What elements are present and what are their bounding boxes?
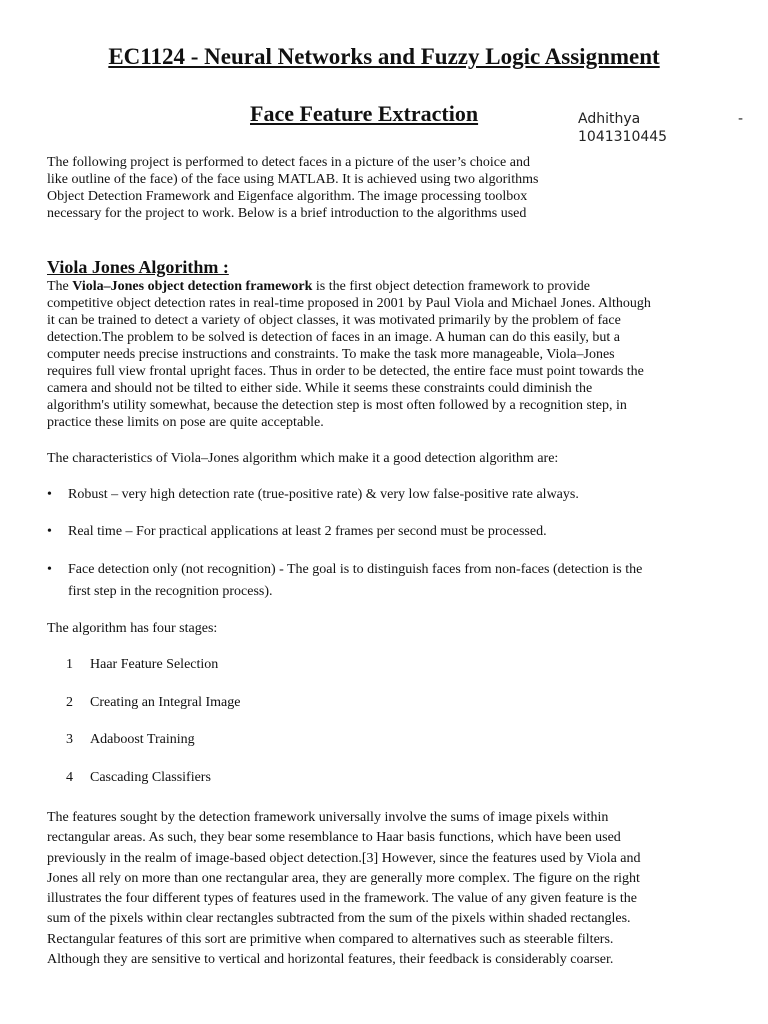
viola-jones-paragraph xyxy=(47,278,727,431)
author-dash: - xyxy=(738,111,744,127)
paragraph-line: requires full view frontal upright faces. Thus in order to be detected, the entire face must point towards the xyxy=(47,364,644,379)
stage-number: 4 xyxy=(66,770,73,785)
stage-label: Haar Feature Selection xyxy=(90,657,219,672)
stage-item xyxy=(66,657,218,673)
paragraph-line: practice these limits on pose are quite acceptable. xyxy=(47,415,324,430)
stages-intro: The algorithm has four stages: xyxy=(47,621,218,636)
section-heading: Viola Jones Algorithm : xyxy=(47,257,229,277)
stage-item xyxy=(66,770,211,786)
bullet-text: Robust – very high detection rate (true-positive rate) & very low false-positive rate always. xyxy=(68,487,579,502)
intro-line: necessary for the project to work. Below is a brief introduction to the algorithms used xyxy=(47,206,527,221)
document-title: EC1124 - Neural Networks and Fuzzy Logic Assignment xyxy=(108,44,660,69)
paragraph-lead: The xyxy=(47,279,73,294)
paragraph-line: computer needs precise instructions and constraints. To make the task more manageable, Viola–Jones xyxy=(47,347,615,362)
intro-line: Object Detection Framework and Eigenface algorithm. The image processing toolbox xyxy=(47,189,528,204)
intro-paragraph xyxy=(47,154,567,226)
stage-label: Creating an Integral Image xyxy=(90,695,241,710)
paragraph-line: algorithm's utility somewhat, because the detection step is most often followed by a recognition step, in xyxy=(47,398,627,413)
author-id: 1041310445 xyxy=(578,129,668,145)
author-box xyxy=(568,108,768,236)
bullet-text: Real time – For practical applications at least 2 frames per second must be processed. xyxy=(68,524,547,539)
paragraph-line: rectangular areas. As such, they bear some resemblance to Haar basis functions, which have been used xyxy=(47,830,621,846)
stage-item xyxy=(66,695,240,711)
characteristics-intro: The characteristics of Viola–Jones algorithm which make it a good detection algorithm are: xyxy=(47,451,559,466)
bullet-dot-icon: • xyxy=(47,524,52,539)
stage-number: 2 xyxy=(66,695,73,710)
paragraph-line: The features sought by the detection framework universally involve the sums of image pixels within xyxy=(47,810,609,825)
paragraph-line: sum of the pixels within clear rectangles subtracted from the sum of the pixels within shaded rectangles. xyxy=(47,911,631,927)
paragraph-line: Rectangular features of this sort are primitive when compared to alternatives such as steerable filters. xyxy=(47,931,614,947)
intro-line: The following project is performed to detect faces in a picture of the user’s choice and xyxy=(47,155,530,170)
stage-label: Adaboost Training xyxy=(90,732,195,747)
paragraph-line xyxy=(47,278,727,295)
bullet-dot-icon: • xyxy=(47,562,52,577)
stage-item xyxy=(66,732,195,748)
paragraph-line: previously in the realm of image-based object detection.[3] However, since the features used by Viola and xyxy=(47,850,641,866)
features-paragraph xyxy=(47,808,737,970)
paragraph-line: competitive object detection rates in real-time proposed in 2001 by Paul Viola and Michael Jones. Although xyxy=(47,296,651,311)
paragraph-line: illustrates the four different types of features used in the framework. The value of any given feature is the xyxy=(47,891,637,907)
stage-number: 3 xyxy=(66,732,73,747)
paragraph-line: detection.The problem to be solved is detection of faces in an image. A human can do this easily, but a xyxy=(47,330,620,345)
intro-line: like outline of the face) of the face using MATLAB. It is achieved using two algorithms xyxy=(47,172,539,187)
author-name: Adhithya xyxy=(578,111,641,127)
paragraph-line: camera and should not be tilted to either side. While it seems these constraints could diminish the xyxy=(47,381,593,396)
bullet-text: first step in the recognition process). xyxy=(68,584,273,599)
document-subtitle: Face Feature Extraction xyxy=(250,101,479,126)
paragraph-bold-term: Viola–Jones object detection framework xyxy=(72,279,313,294)
paragraph-line: it can be trained to detect a variety of object classes, it was motivated primarily by the problem of face xyxy=(47,313,621,328)
paragraph-first-rest: is the first object detection framework to provide xyxy=(312,279,591,294)
stage-number: 1 xyxy=(66,657,73,672)
stage-label: Cascading Classifiers xyxy=(90,770,211,785)
bullet-text: Face detection only (not recognition) - The goal is to distinguish faces from non-faces (detection is the xyxy=(68,562,643,577)
bullet-dot-icon: • xyxy=(47,487,52,502)
paragraph-line: Jones all rely on more than one rectangular area, they are generally more complex. The figure on the right xyxy=(47,870,640,886)
paragraph-line: Although they are sensitive to vertical and horizontal features, their feedback is considerably coarser. xyxy=(47,952,614,968)
